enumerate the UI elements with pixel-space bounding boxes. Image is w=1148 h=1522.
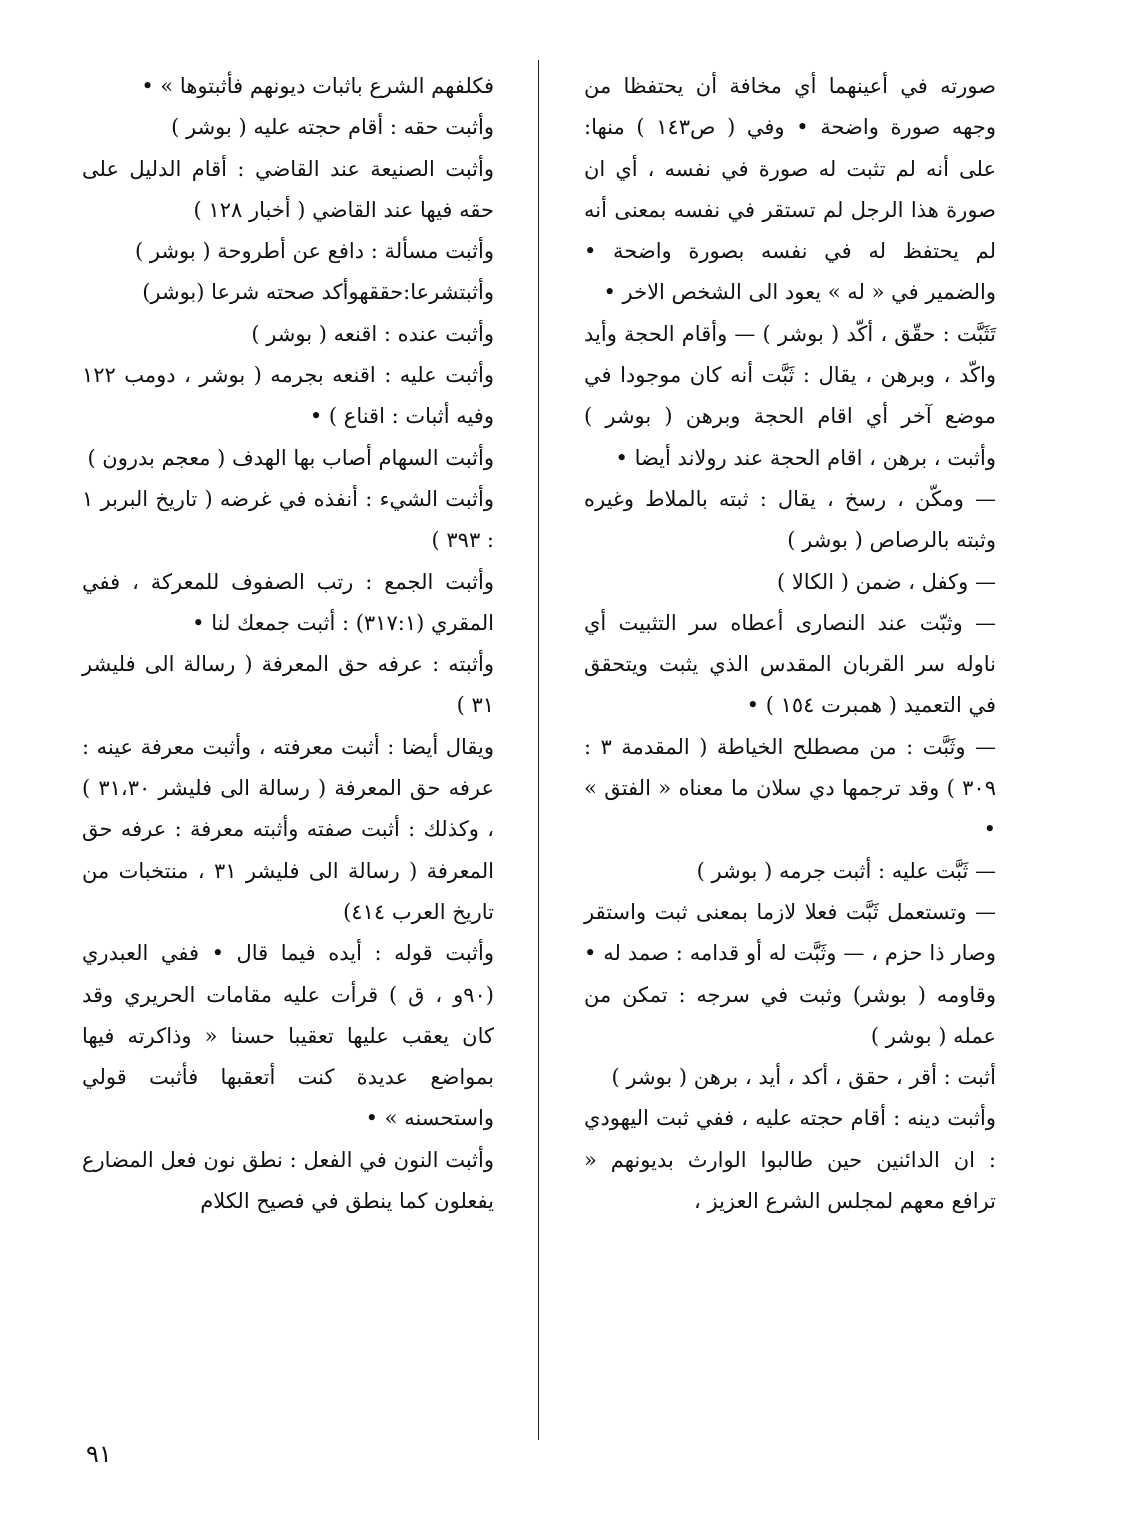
entry: وأثبته : عرفه حق المعرفة ( رسالة الى فليشر ٣١ ) (82, 652, 494, 718)
entry: وأثبت دينه : أقام حجته عليه ، ففي ثبت اليهودي : ان الدائنين حين طالبوا الوارث بديونهم « ترافع معهم لمجلس الشرع العزيز ، (584, 1106, 996, 1214)
left-column (82, 66, 494, 1222)
entry: — ومكّن ، رسخ ، يقال : ثبته بالملاط وغيره وثبته بالرصاص ( بوشر ) (584, 486, 996, 553)
entry: وأثبت عليه : اقنعه بجرمه ( بوشر ، دومب ١٢٢ وفيه أثبات : اقناع ) • (82, 363, 494, 429)
entry: وأثبت حقه : أقام حجته عليه ( بوشر ) (171, 115, 494, 140)
entry: وأثبت مسألة : دافع عن أطروحة ( بوشر ) (135, 239, 494, 264)
entry: وأثبت الشيء : أنفذه في غرضه ( تاريخ البربر ١ : ٣٩٣ ) (82, 486, 494, 553)
entry: — وثبّت عند النصارى أعطاه سر التثبيت أي ناوله سر القربان المقدس الذي يثبت ويتحقق في التعميد ( همبرت ١٥٤ ) • (584, 610, 996, 718)
entry: — وتستعمل ثَبَّت فعلا لازما بمعنى ثبت واستقر وصار ذا حزم ، — وثَبَّت له أو قدامه : صمد له • وقاومه ( بوشر) وثبت في سرجه : تمكن من عمله ( بوشر ) (584, 899, 996, 1048)
entry: — وكفل ، ضمن ( الكالا ) (776, 569, 996, 594)
entry: — ثَبَّت عليه : أثبت جرمه ( بوشر ) (696, 858, 996, 883)
entry: وأثبت قوله : أيده فيما قال • ففي العبدري (٩٠و ، ق ) قرأت عليه مقامات الحريري وقد كان يعقب عليها تعقيبا حسنا « وذاكرته فيها بمواضع عديدة كنت أتعقبها فأثبت قولي واستحسنه » • (82, 941, 494, 1131)
entry: وأثبت عنده : اقنعه ( بوشر ) (251, 321, 494, 346)
right-column (584, 66, 996, 1222)
entry: ويقال أيضا : أثبت معرفته ، وأثبت معرفة عينه : عرفه حق المعرفة ( رسالة الى فليشر ٣١،٣٠ ) ، وكذلك : أثبت صفته وأثبته معرفة : عرفه حق المعرفة ( رسالة الى فليشر ٣١ ، منتخبات من تاريخ العرب ٤١٤) (82, 734, 494, 924)
page-number: ٩١ (86, 1440, 112, 1468)
entry: وأثبت السهام أصاب بها الهدف ( معجم بدرون ) (87, 445, 494, 470)
entry: أثبت : أقر ، حقق ، أكد ، أيد ، برهن ( بوشر ) (611, 1065, 996, 1090)
entry: وأثبتشرعا:حققهوأكد صحته شرعا (بوشر) (142, 280, 494, 305)
entry: وأثبت الجمع : رتب الصفوف للمعركة ، ففي المقري (٣١٧:١) : أثبت جمعك لنا • (82, 569, 494, 635)
entry: وأثبت النون في الفعل : نطق نون فعل المضارع يفعلون كما ينطق في فصيح الكلام (82, 1147, 494, 1214)
entry: — وثَبَّت : من مصطلح الخياطة ( المقدمة ٣ : ٣٠٩ ) وقد ترجمها دي سلان ما معناه « الفتق » • (584, 734, 996, 842)
entry: تَثَبَّت : حقّق ، أكّد ( بوشر ) — وأقام الحجة وأيد واكّد ، وبرهن ، يقال : ثَبَّت أنه كان موجودا في موضع آخر أي اقام الحجة وبرهن ( بوشر ) وأثبت ، برهن ، اقام الحجة عند رولاند أيضا • (584, 321, 996, 470)
column-divider (538, 60, 539, 1440)
entry: وأثبت الصنيعة عند القاضي : أقام الدليل على حقه فيها عند القاضي ( أخبار ١٢٨ ) (82, 156, 494, 222)
entry: فكلفهم الشرع باثبات ديونهم فأثبتوها » • (141, 74, 494, 98)
entry: صورته في أعينهما أي مخافة أن يحتفظا من وجهه صورة واضحة • وفي ( ص١٤٣ ) منها: على أنه لم تثبت له صورة في نفسه ، أي ان صورة هذا الرجل لم تستقر في نفسه بمعنى أنه لم يحتفظ له في نفسه بصورة واضحة • والضمير في « له » يعود الى الشخص الاخر • (584, 74, 996, 305)
